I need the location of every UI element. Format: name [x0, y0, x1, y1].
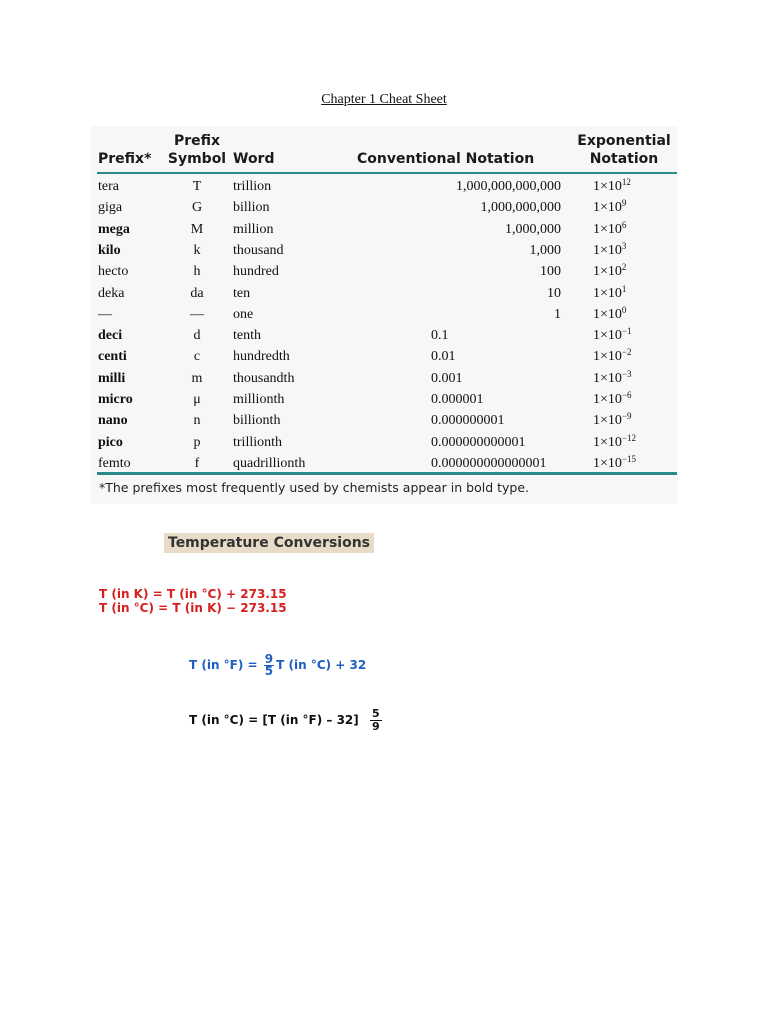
conventional-cell: 0.1: [431, 328, 449, 344]
conventional-cell: 0.001: [431, 370, 463, 386]
symbol-cell: m: [191, 370, 203, 386]
symbol-cell: p: [193, 434, 201, 450]
word-cell: one: [233, 306, 254, 322]
prefix-cell: —: [98, 306, 112, 322]
fraction-numerator: 9: [264, 652, 274, 666]
exponential-cell: [593, 325, 631, 346]
conventional-cell: 10: [547, 285, 561, 301]
table-row: [91, 368, 678, 389]
prefix-cell: deka: [98, 285, 125, 301]
bottom-rule: [97, 472, 677, 475]
prefix-cell: deci: [98, 328, 123, 344]
conventional-cell: 0.01: [431, 349, 456, 365]
header-conventional: Conventional Notation: [357, 151, 535, 167]
exponential-power: 6: [621, 219, 627, 230]
header-prefix: Prefix*: [98, 151, 152, 167]
conventional-cell: 1,000,000,000: [480, 200, 561, 216]
symbol-cell: —: [190, 306, 204, 322]
exponential-cell: [593, 261, 626, 282]
exponential-power: −15: [621, 453, 636, 464]
exponential-base: 1×10: [593, 179, 622, 194]
table-row: [91, 325, 678, 346]
exponential-power: −6: [621, 390, 632, 400]
symbol-cell: n: [193, 413, 201, 429]
exponential-base: 1×10: [593, 413, 622, 429]
prefix-cell: hecto: [98, 264, 129, 280]
word-cell: millionth: [233, 392, 285, 407]
exponential-power: −9: [621, 411, 632, 422]
fraction-numerator: 5: [372, 707, 380, 720]
table-row: [91, 453, 678, 474]
exponential-cell: [593, 389, 631, 410]
page-title: Chapter 1 Cheat Sheet: [321, 92, 447, 107]
symbol-cell: G: [191, 200, 203, 216]
exponential-cell: [593, 410, 631, 431]
prefix-cell: femto: [98, 455, 131, 471]
prefix-cell: pico: [98, 434, 123, 450]
table-row: [91, 346, 678, 367]
exponential-cell: [593, 346, 631, 367]
exponential-base: 1×10: [593, 370, 622, 386]
word-cell: trillionth: [233, 434, 282, 450]
word-cell: ten: [233, 285, 251, 301]
symbol-cell: d: [193, 328, 201, 344]
header-rule: [97, 172, 677, 174]
temperature-heading: Temperature Conversions: [164, 533, 374, 553]
conventional-cell: 0.000001: [431, 392, 484, 407]
prefix-cell: tera: [98, 179, 119, 194]
exponential-power: 2: [621, 262, 627, 273]
symbol-cell: c: [193, 349, 201, 365]
exponential-cell: [593, 176, 631, 197]
exponential-cell: [593, 240, 626, 261]
exponential-base: 1×10: [593, 328, 622, 344]
fahrenheit-formula: [189, 654, 366, 677]
table-row: [91, 389, 678, 410]
word-cell: million: [233, 221, 274, 237]
table-row: [91, 283, 678, 304]
conventional-cell: 1: [554, 306, 561, 322]
exponential-cell: [593, 219, 626, 240]
table-row: [91, 432, 678, 453]
prefix-cell: centi: [98, 349, 127, 365]
exponential-power: 0: [621, 304, 627, 315]
conventional-cell: 1,000: [529, 242, 561, 258]
conventional-cell: 0.000000000000001: [431, 455, 547, 471]
fraction-denominator: 9: [372, 720, 380, 733]
exponential-base: 1×10: [593, 221, 622, 237]
exponential-cell: [593, 368, 631, 389]
exponential-base: 1×10: [593, 349, 622, 365]
table-row: [91, 176, 678, 197]
symbol-cell: k: [193, 242, 201, 258]
exponential-power: −2: [621, 347, 632, 358]
conventional-cell: 1,000,000: [505, 221, 561, 237]
exponential-base: 1×10: [593, 200, 622, 216]
prefix-cell: giga: [98, 200, 123, 216]
word-cell: thousandth: [233, 370, 295, 386]
prefix-cell: nano: [98, 413, 128, 429]
word-cell: hundredth: [233, 349, 290, 365]
symbol-cell: h: [193, 264, 201, 280]
exponential-base: 1×10: [593, 264, 622, 280]
celsius-from-kelvin-formula: T (in °C) = T (in K) − 273.15: [99, 601, 287, 615]
symbol-cell: da: [190, 285, 204, 301]
symbol-cell: M: [190, 221, 204, 237]
header-exp-line1: Exponential: [577, 133, 671, 149]
exponential-base: 1×10: [593, 242, 622, 258]
fahrenheit-lhs: T (in °F) =: [189, 658, 258, 672]
conventional-cell: 0.000000001: [431, 413, 505, 429]
table-footnote: *The prefixes most frequently used by chemists appear in bold type.: [99, 480, 529, 495]
exponential-power: −1: [621, 326, 632, 337]
exponential-cell: [593, 197, 626, 218]
exponential-power: 12: [621, 177, 631, 187]
exponential-base: 1×10: [593, 392, 622, 407]
symbol-cell: μ: [193, 392, 201, 407]
fraction-denominator: 5: [264, 664, 274, 678]
word-cell: billionth: [233, 413, 281, 429]
prefix-cell: kilo: [98, 242, 121, 258]
table-row: [91, 304, 678, 325]
exponential-power: 9: [621, 198, 627, 209]
header-exp-line2: Notation: [589, 151, 659, 167]
word-cell: quadrillionth: [233, 455, 306, 471]
exponential-cell: [593, 304, 626, 325]
fahrenheit-fraction: [264, 654, 274, 677]
exponential-power: −3: [621, 368, 632, 379]
symbol-cell: f: [194, 455, 200, 471]
exponential-power: 1: [621, 283, 627, 294]
exponential-power: −12: [621, 432, 636, 443]
exponential-base: 1×10: [593, 455, 622, 471]
prefix-cell: milli: [98, 370, 126, 386]
exponential-power: 3: [621, 240, 627, 251]
table-row: [91, 240, 678, 261]
header-exponential: [571, 132, 677, 168]
prefix-cell: micro: [98, 392, 133, 407]
word-cell: thousand: [233, 242, 284, 258]
table-row: [91, 410, 678, 431]
word-cell: billion: [233, 200, 270, 216]
fahrenheit-rhs: T (in °C) + 32: [276, 658, 367, 672]
table-row: [91, 261, 678, 282]
exponential-base: 1×10: [593, 285, 622, 301]
table-row: [91, 197, 678, 218]
word-cell: tenth: [233, 328, 261, 344]
prefix-cell: mega: [98, 221, 130, 237]
header-symbol: [165, 132, 229, 168]
word-cell: trillion: [233, 179, 272, 194]
conventional-cell: 1,000,000,000,000: [456, 179, 561, 194]
header-word: Word: [233, 151, 275, 167]
exponential-cell: [593, 432, 636, 453]
exponential-base: 1×10: [593, 306, 622, 322]
celsius-fraction: [370, 708, 382, 733]
table-row: [91, 219, 678, 240]
exponential-base: 1×10: [593, 434, 622, 450]
exponential-cell: [593, 283, 626, 304]
prefix-table: [91, 126, 678, 504]
conventional-cell: 100: [540, 264, 561, 280]
header-symbol-line1: Prefix: [173, 133, 221, 149]
exponential-cell: [593, 453, 636, 474]
symbol-cell: T: [192, 179, 202, 194]
conventional-cell: 0.000000000001: [431, 434, 526, 450]
word-cell: hundred: [233, 264, 279, 280]
kelvin-formula: T (in K) = T (in °C) + 273.15: [99, 587, 287, 601]
celsius-formula: T (in °C) = [T (in °F) – 32]: [189, 713, 359, 727]
header-symbol-line2: Symbol: [167, 151, 227, 167]
